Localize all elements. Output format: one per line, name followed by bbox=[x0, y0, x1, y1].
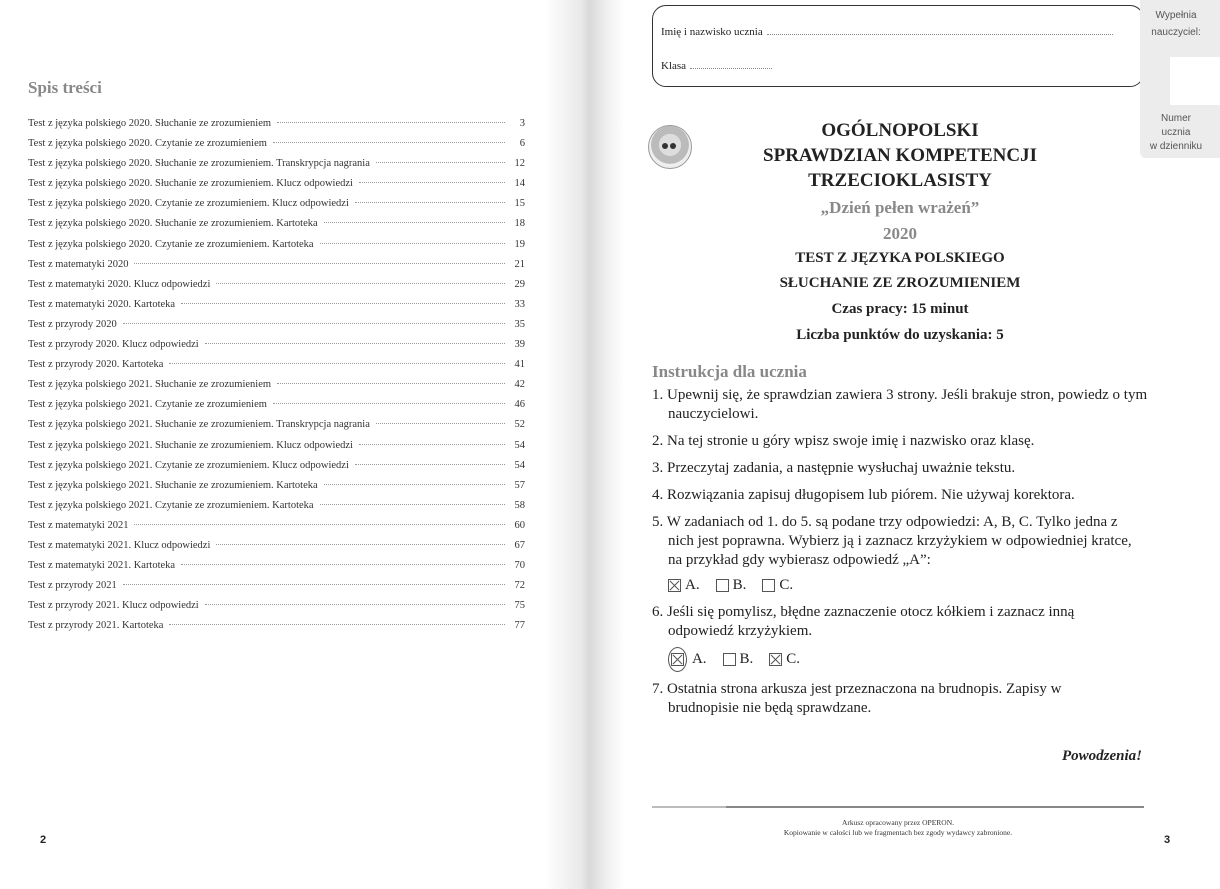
toc-entry[interactable] bbox=[28, 399, 525, 419]
toc-entry-title: Test z języka polskiego 2021. Czytanie ze zrozumieniem. Klucz odpowiedzi bbox=[28, 459, 349, 471]
toc-entry-page: 58 bbox=[514, 499, 525, 511]
toc-entry-page: 15 bbox=[514, 198, 525, 210]
name-label: Imię i nazwisko ucznia bbox=[661, 26, 763, 38]
option-label: C. bbox=[779, 577, 794, 593]
toc-entry-title: Test z języka polskiego 2021. Słuchanie ze zrozumieniem. Kartoteka bbox=[28, 479, 318, 491]
instruction-item: 4. Rozwiązania zapisuj długopisem lub piórem. Nie używaj korektora. bbox=[652, 487, 1075, 503]
toc-entry[interactable] bbox=[28, 118, 525, 138]
toc-entry[interactable] bbox=[28, 178, 525, 198]
option-label: C. bbox=[786, 651, 801, 667]
toc-entry[interactable] bbox=[28, 319, 525, 339]
exam-title bbox=[650, 118, 1150, 193]
dot-leader bbox=[277, 122, 505, 123]
toc-entry-title: Test z języka polskiego 2020. Słuchanie ze zrozumieniem. Klucz odpowiedzi bbox=[28, 178, 353, 190]
footer-line: Arkusz opracowany przez OPERON. bbox=[841, 818, 955, 827]
toc-entry-title: Test z języka polskiego 2021. Słuchanie ze zrozumieniem. Klucz odpowiedzi bbox=[28, 439, 353, 451]
toc-entry-title: Test z języka polskiego 2021. Czytanie ze zrozumieniem. Kartoteka bbox=[28, 499, 314, 511]
toc-entry-page: 21 bbox=[514, 258, 525, 270]
toc-entry-title: Test z matematyki 2021. Kartoteka bbox=[28, 560, 176, 572]
teacher-label: nauczyciel: bbox=[1151, 27, 1201, 38]
toc-entry-page: 60 bbox=[514, 519, 525, 531]
empty-box-icon bbox=[723, 653, 736, 666]
number-label: w dzienniku bbox=[1149, 141, 1203, 152]
dot-leader bbox=[376, 423, 505, 424]
toc-entry[interactable] bbox=[28, 239, 525, 259]
instruction-item: 1. Upewnij się, że sprawdzian zawiera 3 strony. Jeśli brakuje stron, powiedz o tym nauczycielowi. bbox=[652, 387, 1148, 422]
toc-entry[interactable] bbox=[28, 138, 525, 158]
toc-entry-title: Test z języka polskiego 2021. Czytanie ze zrozumieniem bbox=[28, 399, 267, 411]
toc-entry-page: 57 bbox=[514, 479, 525, 491]
toc-entry[interactable] bbox=[28, 560, 525, 580]
toc-entry[interactable] bbox=[28, 620, 525, 640]
toc-entry[interactable] bbox=[28, 379, 525, 399]
example-answer-1 bbox=[668, 576, 1152, 595]
toc-entry-page: 54 bbox=[514, 439, 525, 451]
page-number-right: 3 bbox=[1164, 834, 1171, 846]
toc-entry[interactable] bbox=[28, 158, 525, 178]
toc-entry-page: 35 bbox=[514, 318, 525, 330]
toc-entry-title: Test z języka polskiego 2020. Słuchanie ze zrozumieniem. Transkrypcja nagrania bbox=[28, 158, 370, 170]
footer bbox=[652, 818, 1144, 838]
toc-entry-title: Test z języka polskiego 2020. Słuchanie ze zrozumieniem. Kartoteka bbox=[28, 218, 318, 230]
option-label: A. bbox=[691, 651, 707, 667]
dot-leader bbox=[134, 524, 505, 525]
toc-entry-title: Test z przyrody 2021. Klucz odpowiedzi bbox=[28, 600, 199, 612]
toc-entry-page: 29 bbox=[514, 278, 525, 290]
toc-entry-title: Test z matematyki 2021 bbox=[28, 519, 129, 531]
dot-leader bbox=[181, 564, 505, 565]
test-name: TEST Z JĘZYKA POLSKIEGO bbox=[795, 250, 1005, 266]
instruction-item: 5. W zadaniach od 1. do 5. są podane trzy odpowiedzi: A, B, C. Tylko jedna z nich jest poprawna. Wybierz ją i zaznacz krzyżykiem w odpowiedniej kratce, na przykład gdy wybierasz odpowiedź „A”: bbox=[652, 514, 1132, 568]
instruction-item: 7. Ostatnia strona arkusza jest przeznaczona na brudnopis. Zapisy w brudnopisie nie będą sprawdzane. bbox=[652, 681, 1062, 716]
toc-entry-title: Test z języka polskiego 2020. Czytanie ze zrozumieniem. Klucz odpowiedzi bbox=[28, 198, 349, 210]
year: 2020 bbox=[883, 224, 917, 243]
teacher-box bbox=[1140, 0, 1220, 158]
toc-entry-title: Test z matematyki 2020 bbox=[28, 258, 129, 270]
dot-leader bbox=[273, 142, 505, 143]
footer-line: Kopiowanie w całości lub we fragmentach bez zgody wydawcy zabronione. bbox=[783, 828, 1013, 837]
dot-leader bbox=[169, 363, 505, 364]
toc-entry-title: Test z przyrody 2021 bbox=[28, 580, 117, 592]
toc-entry-title: Test z języka polskiego 2020. Czytanie ze zrozumieniem bbox=[28, 138, 267, 150]
dot-leader bbox=[355, 202, 505, 203]
toc-entry[interactable] bbox=[28, 460, 525, 480]
dot-leader bbox=[134, 263, 505, 264]
option-label: B. bbox=[739, 651, 754, 667]
toc-entry[interactable] bbox=[28, 520, 525, 540]
dot-leader bbox=[320, 243, 505, 244]
toc-entry-page: 54 bbox=[514, 459, 525, 471]
toc-entry[interactable] bbox=[28, 218, 525, 238]
toc-entry[interactable] bbox=[28, 419, 525, 439]
toc-entry-page: 70 bbox=[514, 560, 525, 572]
toc-entry-page: 75 bbox=[514, 600, 525, 612]
toc-entry-page: 67 bbox=[514, 539, 525, 551]
dot-leader bbox=[324, 222, 505, 223]
toc-entry[interactable] bbox=[28, 299, 525, 319]
name-field[interactable] bbox=[767, 34, 1113, 35]
toc-entry-page: 6 bbox=[519, 138, 525, 150]
toc-entry-title: Test z języka polskiego 2020. Czytanie ze zrozumieniem. Kartoteka bbox=[28, 238, 314, 250]
good-luck: Powodzenia! bbox=[1061, 748, 1142, 764]
title-line: TRZECIOKLASISTY bbox=[808, 170, 992, 191]
dot-leader bbox=[273, 403, 505, 404]
number-label: Numer bbox=[1160, 113, 1191, 124]
toc-entry-title: Test z przyrody 2020. Klucz odpowiedzi bbox=[28, 339, 199, 351]
toc-entry-page: 77 bbox=[514, 620, 525, 632]
teacher-label: Wypełnia bbox=[1155, 10, 1197, 21]
dot-leader bbox=[181, 303, 505, 304]
class-label: Klasa bbox=[661, 60, 687, 72]
page-number-left: 2 bbox=[40, 834, 47, 846]
title-line: OGÓLNOPOLSKI bbox=[821, 120, 979, 141]
checked-box-icon bbox=[769, 653, 782, 666]
dot-leader bbox=[359, 444, 505, 445]
dot-leader bbox=[123, 584, 505, 585]
toc-entry-page: 18 bbox=[514, 218, 525, 230]
dot-leader bbox=[123, 323, 505, 324]
instructions-title: Instrukcja dla ucznia bbox=[652, 362, 807, 381]
max-points: Liczba punktów do uzyskania: 5 bbox=[796, 327, 1004, 343]
empty-box-icon bbox=[716, 579, 729, 592]
footer-divider bbox=[652, 806, 1144, 808]
section-name: SŁUCHANIE ZE ZROZUMIENIEM bbox=[779, 275, 1021, 291]
example-answer-2 bbox=[668, 647, 1152, 672]
student-info-box bbox=[652, 5, 1144, 87]
toc-entry[interactable] bbox=[28, 440, 525, 460]
dot-leader bbox=[216, 544, 505, 545]
toc-entry-title: Test z matematyki 2021. Klucz odpowiedzi bbox=[28, 539, 211, 551]
toc-entry[interactable] bbox=[28, 279, 525, 299]
toc-entry-title: Test z przyrody 2020 bbox=[28, 318, 117, 330]
toc-entry-title: Test z języka polskiego 2020. Słuchanie ze zrozumieniem bbox=[28, 118, 272, 129]
toc-entry-title: Test z przyrody 2020. Kartoteka bbox=[28, 359, 164, 371]
subtitle: „Dzień pełen wrażeń” bbox=[820, 198, 980, 217]
student-number-field[interactable] bbox=[1170, 57, 1220, 105]
toc-entry-page: 39 bbox=[514, 339, 525, 351]
dot-leader bbox=[359, 182, 505, 183]
time-limit: Czas pracy: 15 minut bbox=[831, 301, 969, 317]
toc-entry-page: 41 bbox=[514, 359, 525, 371]
toc-entry[interactable] bbox=[28, 480, 525, 500]
toc-entry[interactable] bbox=[28, 339, 525, 359]
instruction-item: 3. Przeczytaj zadania, a następnie wysłuchaj uważnie tekstu. bbox=[652, 460, 1016, 476]
option-label: B. bbox=[732, 577, 747, 593]
toc-entry-page: 46 bbox=[514, 399, 525, 411]
toc-entry-page: 3 bbox=[519, 118, 525, 129]
dot-leader bbox=[376, 162, 505, 163]
dot-leader bbox=[205, 343, 505, 344]
toc-entry-page: 33 bbox=[514, 298, 525, 310]
dot-leader bbox=[324, 484, 505, 485]
checked-box-icon bbox=[668, 579, 681, 592]
class-field[interactable] bbox=[690, 68, 772, 69]
title-line: SPRAWDZIAN KOMPETENCJI bbox=[763, 145, 1037, 166]
toc-entry-title: Test z matematyki 2020. Kartoteka bbox=[28, 298, 176, 310]
toc-entry-page: 12 bbox=[514, 158, 525, 170]
instructions-list bbox=[652, 386, 1152, 726]
toc-entry-title: Test z przyrody 2021. Kartoteka bbox=[28, 620, 164, 632]
toc-title: Spis treści bbox=[28, 78, 102, 97]
dot-leader bbox=[169, 624, 505, 625]
toc-entry-page: 14 bbox=[514, 178, 525, 190]
book-gutter bbox=[545, 0, 625, 889]
instruction-item: 2. Na tej stronie u góry wpisz swoje imię i nazwisko oraz klasę. bbox=[652, 433, 1035, 449]
dot-leader bbox=[216, 283, 505, 284]
number-label: ucznia bbox=[1161, 127, 1191, 138]
table-of-contents bbox=[28, 118, 525, 640]
toc-entry[interactable] bbox=[28, 600, 525, 620]
toc-entry[interactable] bbox=[28, 359, 525, 379]
toc-entry-page: 19 bbox=[514, 238, 525, 250]
empty-box-icon bbox=[762, 579, 775, 592]
toc-entry-page: 52 bbox=[514, 419, 525, 431]
toc-entry-title: Test z języka polskiego 2021. Słuchanie ze zrozumieniem. Transkrypcja nagrania bbox=[28, 419, 370, 431]
toc-entry-title: Test z języka polskiego 2021. Słuchanie ze zrozumieniem bbox=[28, 379, 272, 391]
circle-icon bbox=[668, 647, 687, 672]
toc-entry-page: 72 bbox=[514, 580, 525, 592]
toc-entry[interactable] bbox=[28, 500, 525, 520]
toc-entry[interactable] bbox=[28, 198, 525, 218]
option-label: A. bbox=[685, 577, 700, 593]
toc-entry[interactable] bbox=[28, 259, 525, 279]
dot-leader bbox=[277, 383, 505, 384]
toc-entry-title: Test z matematyki 2020. Klucz odpowiedzi bbox=[28, 278, 211, 290]
dot-leader bbox=[320, 504, 505, 505]
instruction-item: 6. Jeśli się pomylisz, błędne zaznaczenie otocz kółkiem i zaznacz inną odpowiedź krzyżykiem. bbox=[652, 604, 1075, 639]
dot-leader bbox=[355, 464, 505, 465]
toc-entry[interactable] bbox=[28, 580, 525, 600]
checked-box-icon bbox=[671, 653, 684, 666]
toc-entry[interactable] bbox=[28, 540, 525, 560]
toc-entry-page: 42 bbox=[514, 379, 525, 391]
dot-leader bbox=[205, 604, 505, 605]
